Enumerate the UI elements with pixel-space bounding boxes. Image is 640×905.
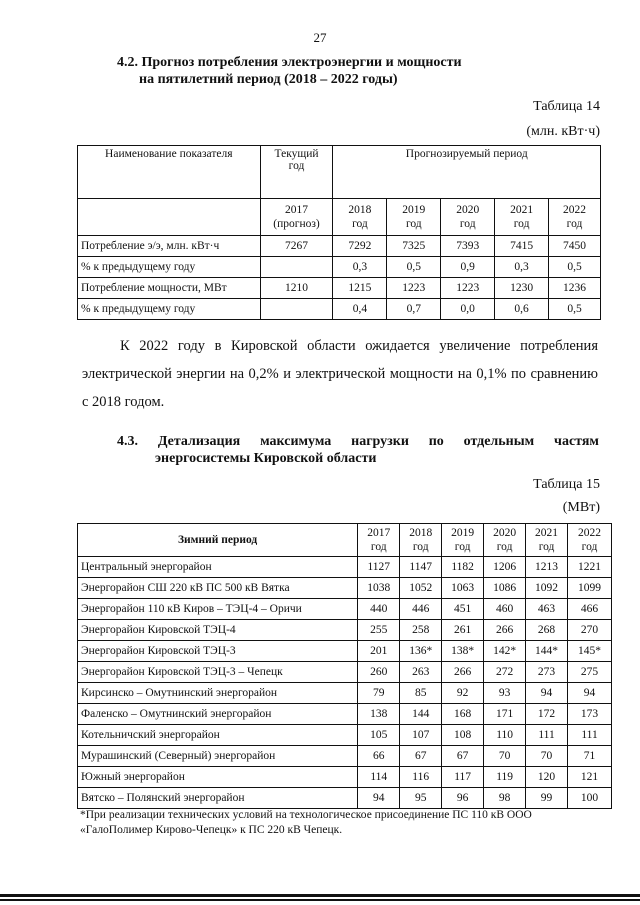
table-cell: 1206: [484, 557, 526, 578]
table-cell: 100: [568, 788, 612, 809]
header-year-2017: [260, 199, 333, 236]
table-cell: 266: [442, 662, 484, 683]
bottom-border-line: [0, 894, 640, 897]
title-word: по: [428, 434, 444, 449]
header-year-value: 2019: [451, 527, 475, 539]
table-cell: 263: [400, 662, 442, 683]
bottom-border-line: [0, 899, 640, 901]
header-year-cell: [358, 524, 400, 557]
table-cell: 0,5: [549, 257, 601, 278]
title-word: нагрузки: [351, 434, 409, 449]
table-cell: 460: [484, 599, 526, 620]
summary-paragraph: [82, 332, 598, 416]
header-year-value: 2020: [493, 527, 517, 539]
table-cell: 114: [358, 767, 400, 788]
table-row: [78, 278, 601, 299]
header-year-cell: [484, 524, 526, 557]
header-year-value: 2018: [409, 527, 433, 539]
table-cell: 466: [568, 599, 612, 620]
table-cell: 1086: [484, 578, 526, 599]
table-cell: 0,0: [441, 299, 495, 320]
table-row: [78, 620, 612, 641]
table-cell: 1052: [400, 578, 442, 599]
table-cell: 0,5: [549, 299, 601, 320]
table-row: [78, 557, 612, 578]
table-cell: 7415: [495, 236, 549, 257]
header-current-year: [260, 146, 333, 199]
section-4-3-title-line2: энергосистемы Кировской области: [155, 451, 377, 466]
table-cell: 70: [526, 746, 568, 767]
table-cell: 116: [400, 767, 442, 788]
row-label: Потребление мощности, МВт: [78, 278, 261, 299]
header-year-suffix: год: [352, 218, 368, 230]
table-15-units: (МВт): [562, 500, 600, 515]
header-forecast-period: Прогнозируемый период: [333, 146, 601, 199]
table-cell: 145*: [568, 641, 612, 662]
table-cell: 85: [400, 683, 442, 704]
table-cell: 1236: [549, 278, 601, 299]
table-cell: 1230: [495, 278, 549, 299]
header-year-value: 2021: [535, 527, 559, 539]
table-cell: 108: [442, 725, 484, 746]
table-cell: 138*: [442, 641, 484, 662]
header-year-note: (прогноз): [273, 218, 320, 230]
table-cell: 1221: [568, 557, 612, 578]
table-cell: [260, 299, 333, 320]
table-cell: 275: [568, 662, 612, 683]
table-cell: 94: [568, 683, 612, 704]
table-cell: 95: [400, 788, 442, 809]
table-cell: 1063: [442, 578, 484, 599]
title-word: частям: [554, 434, 599, 449]
table-cell: 107: [400, 725, 442, 746]
row-label: Потребление э/э, млн. кВт·ч: [78, 236, 261, 257]
table-cell: 258: [400, 620, 442, 641]
header-year-suffix: год: [459, 218, 476, 230]
table-cell: 0,3: [495, 257, 549, 278]
table-row: [78, 641, 612, 662]
table-cell: 96: [442, 788, 484, 809]
table-row: [78, 788, 612, 809]
table-cell: 98: [484, 788, 526, 809]
table-row: [78, 683, 612, 704]
header-year-suffix: год: [566, 218, 583, 230]
table-cell: 261: [442, 620, 484, 641]
table-14-caption: Таблица 14: [533, 99, 600, 114]
header-year-cell: [441, 199, 495, 236]
table-row: [78, 662, 612, 683]
header-indicator-name: Наименование показателя: [78, 146, 261, 199]
table-cell: 110: [484, 725, 526, 746]
section-4-2-title-line1: 4.2. Прогноз потребления электроэнергии и мощности: [117, 55, 462, 70]
header-year-cell: [387, 199, 441, 236]
table-cell: 0,3: [333, 257, 387, 278]
table-cell: 111: [526, 725, 568, 746]
table-cell: 173: [568, 704, 612, 725]
summary-paragraph-text: К 2022 году в Кировской области ожидается увеличение потребления электрической энергии на 0,2% и электрической мощности на 0,1% по сравнению с 2018 годом.: [82, 338, 598, 410]
header-year-cell: [442, 524, 484, 557]
table-cell: 94: [526, 683, 568, 704]
header-current-year-line2: год: [288, 160, 305, 172]
table-cell: 272: [484, 662, 526, 683]
table-cell: 1215: [333, 278, 387, 299]
row-label: Энергорайон 110 кВ Киров – ТЭЦ-4 – Оричи: [78, 599, 358, 620]
header-current-year-line1: Текущий: [274, 148, 319, 160]
table-cell: 171: [484, 704, 526, 725]
title-word: 4.3.: [117, 434, 138, 449]
table-cell: [260, 257, 333, 278]
section-4-3-title-line1: [117, 433, 599, 450]
row-label: Энергорайон Кировской ТЭЦ-3: [78, 641, 358, 662]
table-cell: 119: [484, 767, 526, 788]
table-cell: 270: [568, 620, 612, 641]
header-year-cell: [549, 199, 601, 236]
table-cell: 266: [484, 620, 526, 641]
table-cell: 7450: [549, 236, 601, 257]
header-year-value: 2019: [402, 204, 426, 216]
row-label: Вятско – Полянский энергорайон: [78, 788, 358, 809]
table-cell: 172: [526, 704, 568, 725]
header-year-cell: [400, 524, 442, 557]
table-cell: 121: [568, 767, 612, 788]
table-row: [78, 746, 612, 767]
row-label: Фаленско – Омутнинский энергорайон: [78, 704, 358, 725]
table-cell: 255: [358, 620, 400, 641]
footnote: *При реализации технических условий на технологическое присоединение ПС 110 кВ ООО «ГалоПолимер Кирово-Чепецк» к ПС 220 кВ Чепецк.: [80, 809, 532, 836]
table-cell: 0,9: [441, 257, 495, 278]
table-cell: 1223: [387, 278, 441, 299]
table-cell: 111: [568, 725, 612, 746]
table-cell: 7325: [387, 236, 441, 257]
table-cell: 67: [442, 746, 484, 767]
table-cell: 117: [442, 767, 484, 788]
table-cell: 1210: [260, 278, 333, 299]
table-cell: 260: [358, 662, 400, 683]
header-year-suffix: год: [581, 541, 598, 553]
header-year-value: 2017: [367, 527, 391, 539]
table-cell: 71: [568, 746, 612, 767]
table-14: [77, 145, 601, 320]
table-cell: 7292: [333, 236, 387, 257]
row-label: Центральный энергорайон: [78, 557, 358, 578]
table-cell: 1223: [441, 278, 495, 299]
title-word: максимума: [260, 434, 332, 449]
table-cell: 1182: [442, 557, 484, 578]
table-cell: 1092: [526, 578, 568, 599]
table-row: [78, 299, 601, 320]
title-word: отдельным: [463, 434, 535, 449]
row-label: Котельничский энергорайон: [78, 725, 358, 746]
table-cell: 94: [358, 788, 400, 809]
table-cell: 67: [400, 746, 442, 767]
header-year-value: 2018: [348, 204, 372, 216]
table-row: [78, 725, 612, 746]
header-year-value: 2022: [578, 527, 602, 539]
table-row: [78, 578, 612, 599]
table-cell: 70: [484, 746, 526, 767]
header-year-value: 2022: [563, 204, 587, 216]
table-cell: 463: [526, 599, 568, 620]
title-word: Детализация: [157, 434, 241, 449]
row-label: Энергорайон Кировской ТЭЦ-4: [78, 620, 358, 641]
table-row: [78, 236, 601, 257]
table-cell: 66: [358, 746, 400, 767]
row-label: Южный энергорайон: [78, 767, 358, 788]
header-year-cell: [495, 199, 549, 236]
table-15-caption: Таблица 15: [533, 477, 600, 492]
table-cell: 440: [358, 599, 400, 620]
table-cell: 92: [442, 683, 484, 704]
table-cell: 1213: [526, 557, 568, 578]
table-cell: 273: [526, 662, 568, 683]
table-cell: 7267: [260, 236, 333, 257]
header-year-suffix: год: [538, 541, 555, 553]
header-year-cell: [568, 524, 612, 557]
table-row: [78, 599, 612, 620]
table-14-units: (млн. кВт·ч): [526, 124, 600, 139]
header-winter-period: Зимний период: [78, 524, 358, 557]
header-year-suffix: год: [370, 541, 387, 553]
table-cell: 201: [358, 641, 400, 662]
table-cell: 0,6: [495, 299, 549, 320]
header-year-suffix: год: [405, 218, 422, 230]
table-cell: 144: [400, 704, 442, 725]
table-cell: 451: [442, 599, 484, 620]
table-cell: 138: [358, 704, 400, 725]
table-cell: 105: [358, 725, 400, 746]
table-15: [77, 523, 612, 809]
table-cell: 446: [400, 599, 442, 620]
row-label: % к предыдущему году: [78, 257, 261, 278]
header-year-value: 2020: [456, 204, 480, 216]
table-cell: 1099: [568, 578, 612, 599]
section-4-2-title-line2: на пятилетний период (2018 – 2022 годы): [139, 72, 398, 87]
table-cell: 1127: [358, 557, 400, 578]
header-year-value: 2021: [510, 204, 534, 216]
header-year-suffix: год: [496, 541, 513, 553]
table-cell: 136*: [400, 641, 442, 662]
table-cell: 93: [484, 683, 526, 704]
page-number: 27: [313, 30, 327, 45]
table-cell: 268: [526, 620, 568, 641]
row-label: Мурашинский (Северный) энергорайон: [78, 746, 358, 767]
table-cell: 0,5: [387, 257, 441, 278]
row-label: % к предыдущему году: [78, 299, 261, 320]
header-year-cell: [526, 524, 568, 557]
table-cell: 1147: [400, 557, 442, 578]
table-cell: 7393: [441, 236, 495, 257]
table-cell: 144*: [526, 641, 568, 662]
table-row: [78, 704, 612, 725]
table-cell: 142*: [484, 641, 526, 662]
table-cell: 99: [526, 788, 568, 809]
table-cell: 1038: [358, 578, 400, 599]
table-row: [78, 257, 601, 278]
section-4-3-heading: [117, 433, 599, 467]
row-label: Кирсинско – Омутнинский энергорайон: [78, 683, 358, 704]
table-row: [78, 767, 612, 788]
header-year-cell: [333, 199, 387, 236]
header-year-suffix: год: [513, 218, 530, 230]
table-cell: 79: [358, 683, 400, 704]
header-year-value: 2017: [285, 204, 309, 216]
row-label: Энергорайон Кировской ТЭЦ-3 – Чепецк: [78, 662, 358, 683]
header-year-suffix: год: [454, 541, 471, 553]
header-year-suffix: год: [412, 541, 429, 553]
row-label: Энергорайон СШ 220 кВ ПС 500 кВ Вятка: [78, 578, 358, 599]
table-cell: 168: [442, 704, 484, 725]
table-cell: 0,4: [333, 299, 387, 320]
table-cell: 0,7: [387, 299, 441, 320]
section-4-2-heading: [117, 54, 462, 88]
header-empty-cell: [78, 199, 261, 236]
table-cell: 120: [526, 767, 568, 788]
